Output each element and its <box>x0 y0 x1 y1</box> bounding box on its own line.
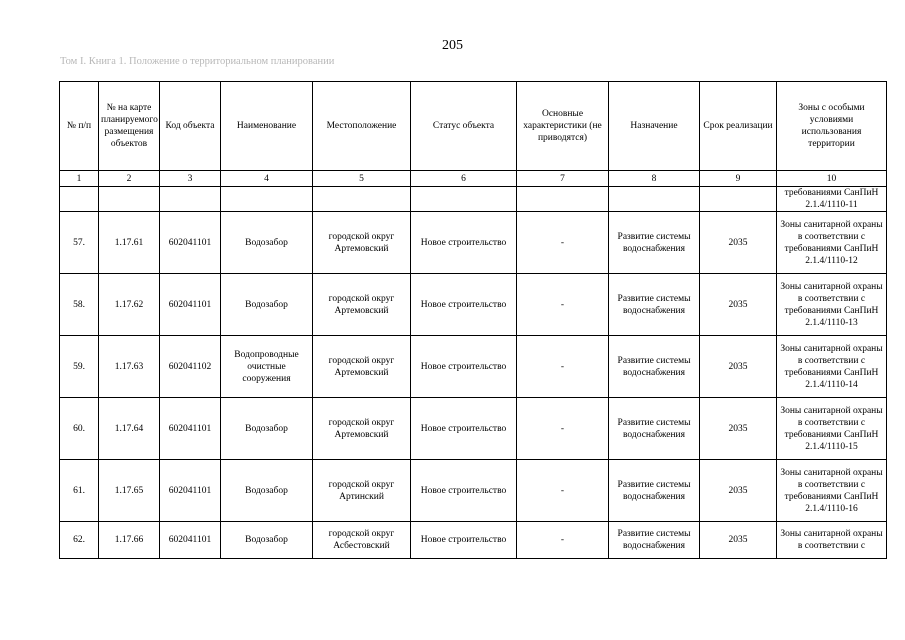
table-row <box>60 274 887 336</box>
map-number: 1.17.64 <box>99 398 160 460</box>
object-name: Водозабор <box>221 212 313 274</box>
column-number: 8 <box>609 171 700 187</box>
object-term: 2035 <box>700 212 777 274</box>
zone-cell: требованиями СанПиН 2.1.4/1110-11 <box>777 187 887 212</box>
column-number: 7 <box>517 171 609 187</box>
object-location: городской округ Артемовский <box>313 274 411 336</box>
object-status: Новое строительство <box>411 212 517 274</box>
map-number: 1.17.61 <box>99 212 160 274</box>
column-number: 6 <box>411 171 517 187</box>
object-status: Новое строительство <box>411 460 517 522</box>
object-purpose: Развитие системы водоснабжения <box>609 522 700 559</box>
object-code: 602041101 <box>160 274 221 336</box>
object-characteristics: - <box>517 460 609 522</box>
object-code: 602041102 <box>160 336 221 398</box>
column-number: 5 <box>313 171 411 187</box>
column-number-row <box>60 171 887 187</box>
object-characteristics: - <box>517 398 609 460</box>
map-number: 1.17.65 <box>99 460 160 522</box>
zone-cell: Зоны санитарной охраны в соответствии с <box>777 522 887 559</box>
object-code: 602041101 <box>160 460 221 522</box>
object-name: Водозабор <box>221 398 313 460</box>
object-term: 2035 <box>700 460 777 522</box>
object-location: городской округ Асбестовский <box>313 522 411 559</box>
object-characteristics: - <box>517 212 609 274</box>
column-number: 10 <box>777 171 887 187</box>
continuation-row <box>60 187 887 212</box>
objects-table <box>59 81 887 559</box>
object-code: 602041101 <box>160 398 221 460</box>
object-term: 2035 <box>700 336 777 398</box>
object-term: 2035 <box>700 398 777 460</box>
object-term: 2035 <box>700 522 777 559</box>
column-number: 9 <box>700 171 777 187</box>
column-number: 2 <box>99 171 160 187</box>
object-code: 602041101 <box>160 212 221 274</box>
column-header: № на карте планируемого размещения объектов <box>99 82 160 171</box>
map-number: 1.17.63 <box>99 336 160 398</box>
column-header: Основные характеристики (не приводятся) <box>517 82 609 171</box>
table-header-row <box>60 82 887 171</box>
object-term: 2035 <box>700 274 777 336</box>
zone-cell: Зоны санитарной охраны в соответствии с требованиями СанПиН 2.1.4/1110-16 <box>777 460 887 522</box>
table-row <box>60 398 887 460</box>
page-number: 205 <box>442 38 463 53</box>
document-header: Том I. Книга 1. Положение о территориальном планировании <box>60 56 335 67</box>
object-name: Водозабор <box>221 522 313 559</box>
object-name: Водопроводные очистные сооружения <box>221 336 313 398</box>
object-purpose: Развитие системы водоснабжения <box>609 398 700 460</box>
object-purpose: Развитие системы водоснабжения <box>609 212 700 274</box>
row-number: 61. <box>60 460 99 522</box>
object-name: Водозабор <box>221 274 313 336</box>
column-header: Зоны с особыми условиями использования территории <box>777 82 887 171</box>
column-header: Наименование <box>221 82 313 171</box>
zone-cell: Зоны санитарной охраны в соответствии с требованиями СанПиН 2.1.4/1110-14 <box>777 336 887 398</box>
object-characteristics: - <box>517 522 609 559</box>
column-number: 4 <box>221 171 313 187</box>
map-number: 1.17.62 <box>99 274 160 336</box>
row-number: 60. <box>60 398 99 460</box>
row-number: 59. <box>60 336 99 398</box>
object-status: Новое строительство <box>411 398 517 460</box>
row-number: 62. <box>60 522 99 559</box>
object-location: городской округ Артемовский <box>313 336 411 398</box>
object-status: Новое строительство <box>411 522 517 559</box>
object-location: городской округ Артемовский <box>313 212 411 274</box>
column-header: Код объекта <box>160 82 221 171</box>
map-number: 1.17.66 <box>99 522 160 559</box>
row-number: 57. <box>60 212 99 274</box>
table-row <box>60 460 887 522</box>
table-row <box>60 522 887 559</box>
column-header: Срок реализации <box>700 82 777 171</box>
column-header: Назначение <box>609 82 700 171</box>
column-number: 3 <box>160 171 221 187</box>
object-status: Новое строительство <box>411 274 517 336</box>
column-number: 1 <box>60 171 99 187</box>
zone-cell: Зоны санитарной охраны в соответствии с требованиями СанПиН 2.1.4/1110-13 <box>777 274 887 336</box>
object-location: городской округ Артемовский <box>313 398 411 460</box>
object-purpose: Развитие системы водоснабжения <box>609 460 700 522</box>
object-characteristics: - <box>517 274 609 336</box>
object-name: Водозабор <box>221 460 313 522</box>
object-status: Новое строительство <box>411 336 517 398</box>
zone-cell: Зоны санитарной охраны в соответствии с требованиями СанПиН 2.1.4/1110-15 <box>777 398 887 460</box>
row-number: 58. <box>60 274 99 336</box>
object-code: 602041101 <box>160 522 221 559</box>
object-location: городской округ Артинский <box>313 460 411 522</box>
object-purpose: Развитие системы водоснабжения <box>609 274 700 336</box>
column-header: № п/п <box>60 82 99 171</box>
table-row <box>60 212 887 274</box>
object-characteristics: - <box>517 336 609 398</box>
column-header: Местоположение <box>313 82 411 171</box>
column-header: Статус объекта <box>411 82 517 171</box>
object-purpose: Развитие системы водоснабжения <box>609 336 700 398</box>
table-row <box>60 336 887 398</box>
zone-cell: Зоны санитарной охраны в соответствии с требованиями СанПиН 2.1.4/1110-12 <box>777 212 887 274</box>
